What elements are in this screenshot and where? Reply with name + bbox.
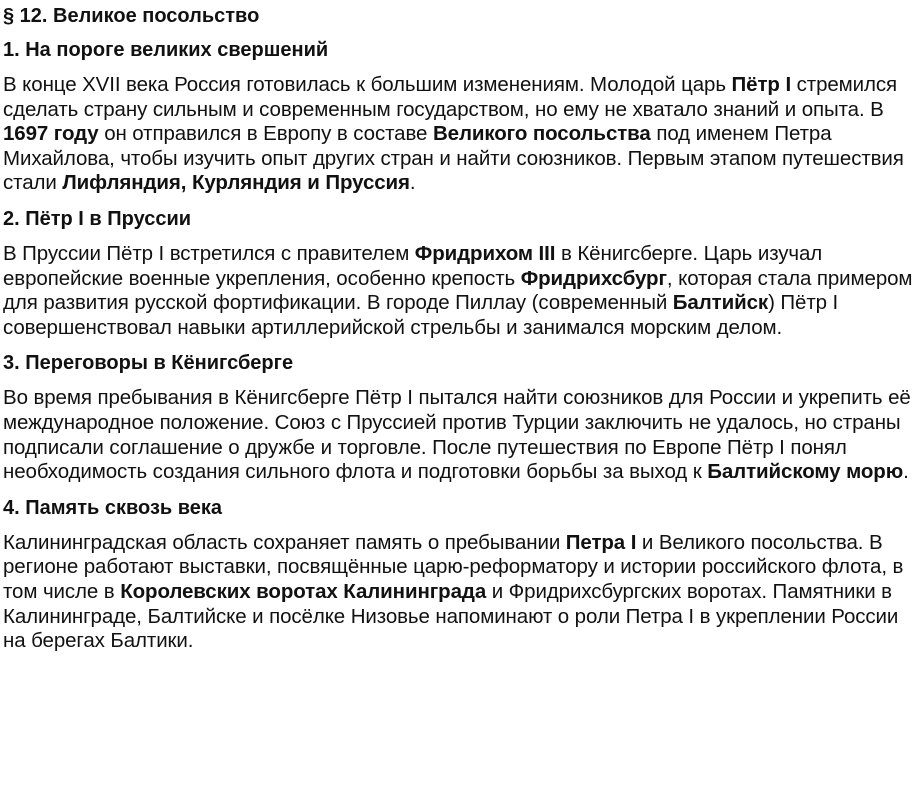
text-run: . bbox=[903, 460, 909, 484]
text-run: под именем Петра Михайлова, чтобы изучить опыт других стран и найти союзников. Первым этапом путешествия стали bbox=[3, 122, 904, 195]
text-run: стремился сделать страну сильным и современным государством, но ему не хватало знаний и опыта. В bbox=[3, 73, 898, 121]
section-heading: 1. На пороге великих свершений bbox=[3, 39, 329, 61]
bold-text-run: Балтийскому морю bbox=[707, 460, 904, 484]
text-run: , которая стала примером для развития русской фортификации. В городе Пиллау (современный bbox=[3, 266, 913, 315]
section-1 bbox=[3, 38, 919, 196]
section-4 bbox=[3, 496, 919, 654]
bold-text-run: Фридрихсбург bbox=[520, 266, 667, 290]
bold-text-run: Лифляндия, Курляндия и Пруссия bbox=[62, 171, 410, 195]
text-run: . bbox=[409, 171, 416, 195]
bold-text-run: Королевских воротах Калининграда bbox=[120, 579, 487, 603]
section-paragraph bbox=[3, 386, 919, 484]
text-run: в Кёнигсберге. Царь изучал европейские военные укрепления, особенно крепость bbox=[3, 241, 823, 290]
page-title: § 12. Великое посольство bbox=[3, 5, 260, 27]
bold-text-run: Фридрихом III bbox=[414, 241, 556, 265]
bold-text-run: Великого посольства bbox=[432, 122, 651, 146]
section-paragraph bbox=[3, 531, 919, 654]
section-2 bbox=[3, 207, 919, 340]
bold-text-run: Петра I bbox=[565, 530, 637, 554]
section-3 bbox=[3, 351, 919, 484]
bold-text-run: Пётр I bbox=[731, 73, 792, 96]
text-run: Во время пребывания в Кёнигсберге Пётр I пытался найти союзников для России и укрепить её международное положение. Союз с Пруссией против Турции заключить не удалось, но страны подписали соглашение о дружбе и торговле. После путешествия по Европе Пётр I понял необходимость создания сильного флота и подготовки борьбы за выход к bbox=[3, 386, 911, 484]
section-heading: 2. Пётр I в Пруссии bbox=[3, 207, 192, 230]
section-paragraph bbox=[3, 242, 919, 340]
text-run: и Фридрихсбургских воротах. Памятники в Калининграде, Балтийске и посёлке Низовье напоминают о роли Петра I в укреплении России на берегах Балтики. bbox=[3, 579, 899, 653]
bold-text-run: Балтийск bbox=[672, 291, 769, 315]
text-run: и Великого посольства. В регионе работают выставки, посвящённые царю-реформатору и истории российского флота, в том числе в bbox=[3, 530, 904, 603]
section-heading: 3. Переговоры в Кёнигсберге bbox=[3, 352, 294, 375]
text-run: ) Пётр I совершенствовал навыки артиллерийской стрельбы и занимался морским делом. bbox=[3, 291, 839, 339]
text-run: он отправился в Европу в составе bbox=[98, 122, 433, 146]
text-run: Калининградская область сохраняет память о пребывании bbox=[3, 530, 566, 554]
text-run: В Пруссии Пётр I встретился с правителем bbox=[3, 241, 415, 265]
section-heading: 4. Память сквозь века bbox=[3, 496, 223, 519]
text-run: В конце XVII века Россия готовилась к большим изменениям. Молодой царь bbox=[3, 73, 732, 96]
bold-text-run: 1697 году bbox=[3, 122, 99, 146]
section-paragraph bbox=[3, 73, 919, 196]
